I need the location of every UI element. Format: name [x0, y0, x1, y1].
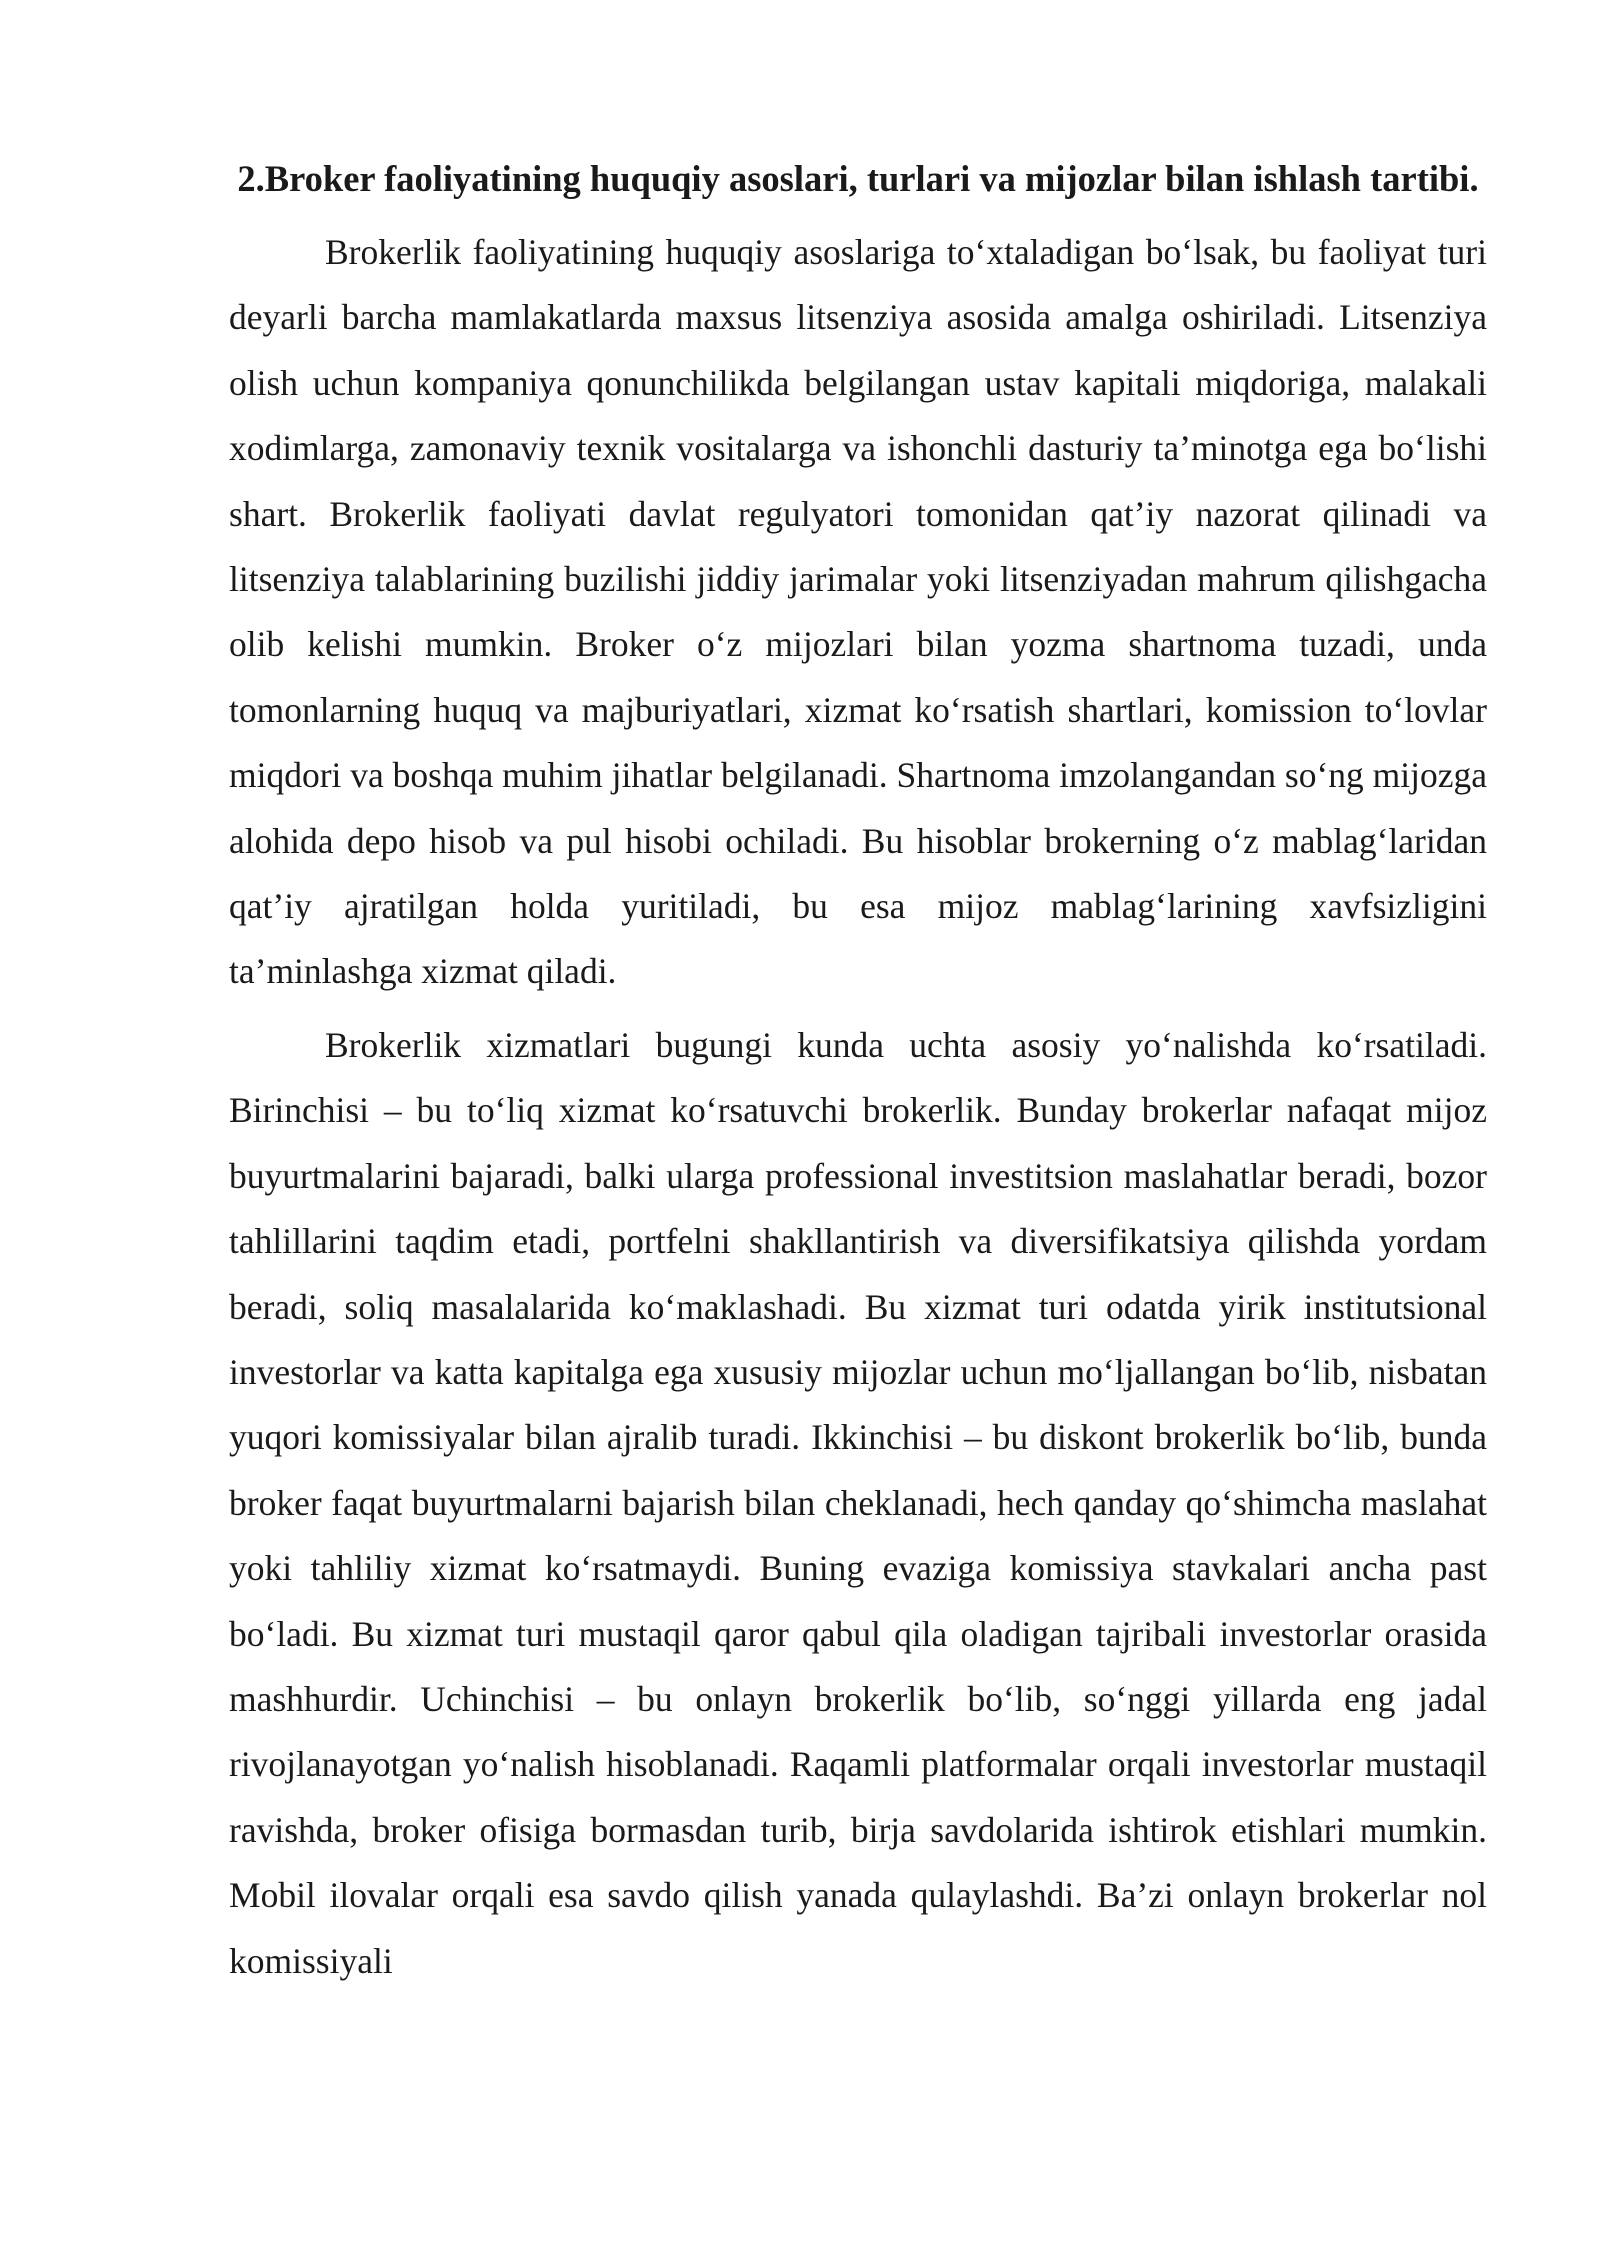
paragraph-legal-basis: Brokerlik faoliyatining huquqiy asoslariga to‘xtaladigan bo‘lsak, bu faoliyat turi deyarli barcha mamlakatlarda maxsus litsenziya asosida amalga oshiriladi. Litsenziya olish uchun kompaniya qonunchilikda belgilangan ustav kapitali miqdoriga, malakali xodimlarga, zamonaviy texnik vositalarga va ishonchli dasturiy ta’minotga ega bo‘lishi shart. Brokerlik faoliyati davlat regulyatori tomonidan qat’iy nazorat qilinadi va litsenziya talablarining buzilishi jiddiy jarimalar yoki litsenziyadan mahrum qilishgacha olib kelishi mumkin. Broker o‘z mijozlari bilan yozma shartnoma tuzadi, unda tomonlarning huquq va majburiyatlari, xizmat ko‘rsatish shartlari, komission to‘lovlar miqdori va boshqa muhim jihatlar belgilanadi. Shartnoma imzolangandan so‘ng mijozga alohida depo hisob va pul hisobi ochiladi. Bu hisoblar brokerning o‘z mablag‘laridan qat’iy ajratilgan holda yuritiladi, bu esa mijoz mablag‘larining xavfsizligini ta’minlashga xizmat qiladi.: [229, 232, 1487, 992]
section-heading: 2.Broker faoliyatining huquqiy asoslari, turlari va mijozlar bilan ishlash tartibi.: [237, 158, 1479, 199]
document-page: [229, 146, 1487, 2002]
paragraph-service-types: Brokerlik xizmatlari bugungi kunda uchta asosiy yo‘nalishda ko‘rsatiladi. Birinchisi – bu to‘liq xizmat ko‘rsatuvchi brokerlik. Bunday brokerlar nafaqat mijoz buyurtmalarini bajaradi, balki ularga professional investitsion maslahatlar beradi, bozor tahlillarini taqdim etadi, portfelni shakllantirish va diversifikatsiya qilishda yordam beradi, soliq masalalarida ko‘maklashadi. Bu xizmat turi odatda yirik institutsional investorlar va katta kapitalga ega xususiy mijozlar uchun mo‘ljallangan bo‘lib, nisbatan yuqori komissiyalar bilan ajralib turadi. Ikkinchisi – bu diskont brokerlik bo‘lib, bunda broker faqat buyurtmalarni bajarish bilan cheklanadi, hech qanday qo‘shimcha maslahat yoki tahliliy xizmat ko‘rsatmaydi. Buning evaziga komissiya stavkalari ancha past bo‘ladi. Bu xizmat turi mustaqil qaror qabul qila oladigan tajribali investorlar orasida mashhurdir. Uchinchisi – bu onlayn brokerlik bo‘lib, so‘nggi yillarda eng jadal rivojlanayotgan yo‘nalish hisoblanadi. Raqamli platformalar orqali investorlar mustaqil ravishda, broker ofisiga bormasdan turib, birja savdolarida ishtirok etishlari mumkin. Mobil ilovalar orqali esa savdo qilish yanada qulaylashdi. Ba’zi onlayn brokerlar nol komissiyali: [229, 1024, 1487, 1981]
